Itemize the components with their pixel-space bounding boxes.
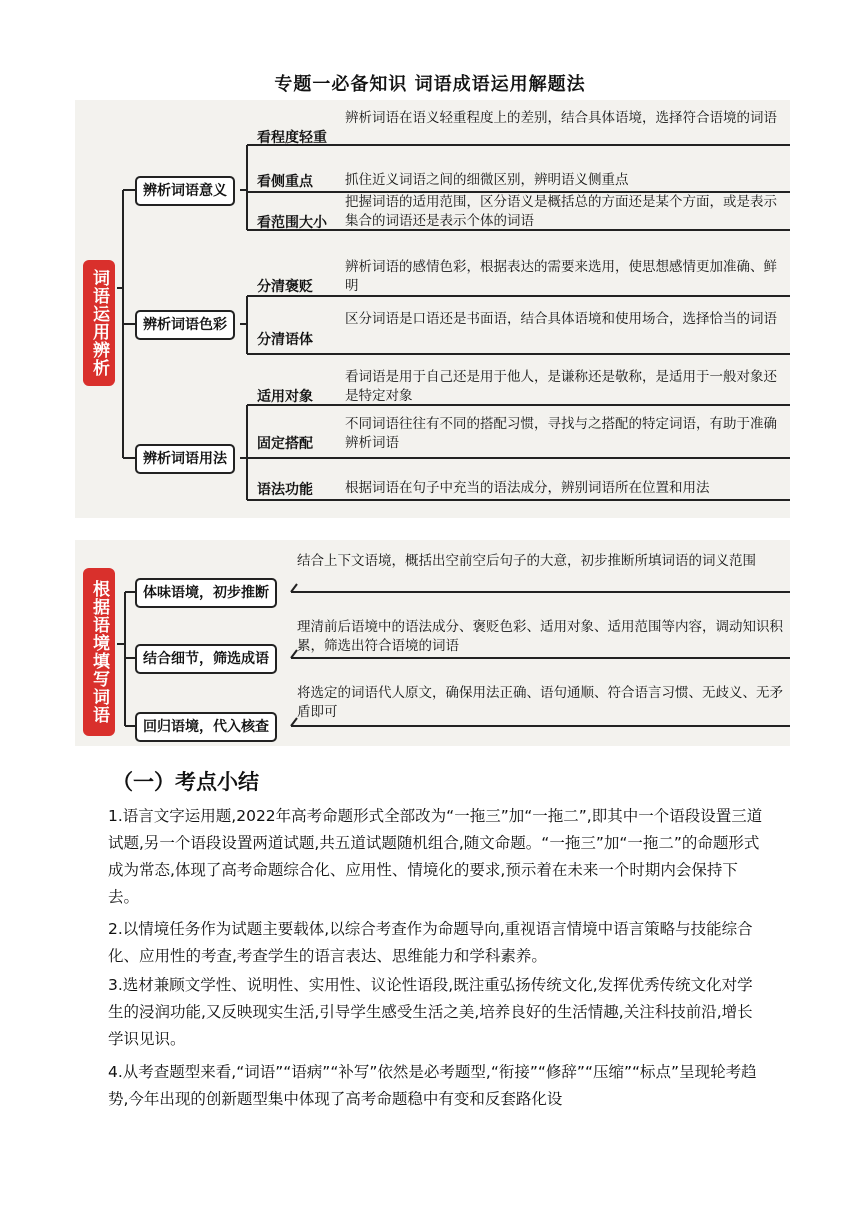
paragraph-1: 1.语言文字运用题,2022年高考命题形式全部改为“一拖三”加“一拖二”,即其中一个语段设置三道试题,另一个语段设置两道试题,共五道试题随机组合,随文命题。“一拖三”加“一拖二”的命题形式成为常态,体现了高考命题综合化、应用性、情境化的要求,预示着在未来一个时期内会保持下去。 [108,807,763,906]
leaf-collocation: 固定搭配 [257,436,313,452]
branch-filter-details-desc: 理清前后语境中的语法成分、褒贬色彩、适用对象、适用范围等内容，调动知识积累，筛选出符合语境的词语 [297,619,783,654]
root-word-usage: 词语运用辨析 [83,260,115,386]
leaf-target-desc: 看词语是用于自己还是用于他人，是谦称还是敬称，是适用于一般对象还是特定对象 [345,369,777,404]
branch-sense-context-desc: 结合上下文语境，概括出空前空后句子的大意，初步推断所填词语的词义范围 [297,553,756,569]
leaf-sentiment: 分清褒贬 [257,279,313,295]
branch-verify: 回归语境，代入核查 [135,712,277,742]
leaf-degree: 看程度轻重 [257,130,327,146]
branch-filter-details: 结合细节，筛选成语 [135,644,277,674]
context-fill-mindmap [75,540,790,746]
branch-usage: 辨析词语用法 [135,444,235,474]
root-context-fill: 根据语境填写词语 [83,568,115,736]
paragraph-2: 2.以情境任务作为试题主要载体,以综合考查作为命题导向,重视语言情境中语言策略与技能综合化、应用性的考查,考查学生的语言表达、思维能力和学科素养。 [108,920,753,965]
leaf-scope: 看范围大小 [257,215,327,231]
leaf-sentiment-desc: 辨析词语的感情色彩，根据表达的需要来选用，使思想感情更加准确、鲜明 [345,259,777,294]
branch-meaning: 辨析词语意义 [135,176,235,206]
page-title: 专题一必备知识 词语成语运用解题法 [274,74,586,95]
word-usage-mindmap [75,100,790,518]
leaf-register: 分清语体 [257,332,313,348]
leaf-collocation-desc: 不同词语往往有不同的搭配习惯，寻找与之搭配的特定词语，有助于准确辨析词语 [345,416,777,451]
leaf-target: 适用对象 [257,389,313,405]
branch-verify-desc: 将选定的词语代人原文，确保用法正确、语句通顺、符合语言习惯、无歧义、无矛盾即可 [297,685,783,720]
branch-color: 辨析词语色彩 [135,310,235,340]
leaf-focus-desc: 抓住近义词语之间的细微区别，辨明语义侧重点 [345,172,629,188]
leaf-grammar-desc: 根据词语在句子中充当的语法成分，辨别词语所在位置和用法 [345,480,710,496]
paragraph-3: 3.选材兼顾文学性、说明性、实用性、议论性语段,既注重弘扬传统文化,发挥优秀传统文化对学生的浸润功能,又反映现实生活,引导学生感受生活之美,培养良好的生活情趣,关注科技前沿,增长学识见识。 [108,976,753,1048]
section-heading: （一）考点小结 [112,770,259,794]
leaf-scope-desc: 把握词语的适用范围，区分语义是概括总的方面还是某个方面，或是表示集合的词语还是表示个体的词语 [345,194,777,229]
branch-sense-context: 体味语境，初步推断 [135,578,277,608]
leaf-register-desc: 区分词语是口语还是书面语，结合具体语境和使用场合，选择恰当的词语 [345,311,777,327]
leaf-focus: 看侧重点 [257,174,313,190]
leaf-grammar: 语法功能 [257,482,313,498]
leaf-degree-desc: 辨析词语在语义轻重程度上的差别，结合具体语境，选择符合语境的词语 [345,110,777,126]
paragraph-4: 4.从考查题型来看,“词语”“语病”“补写”依然是必考题型,“衔接”“修辞”“压缩”“标点”呈现轮考趋势,今年出现的创新题型集中体现了高考命题稳中有变和反套路化设 [108,1063,757,1108]
